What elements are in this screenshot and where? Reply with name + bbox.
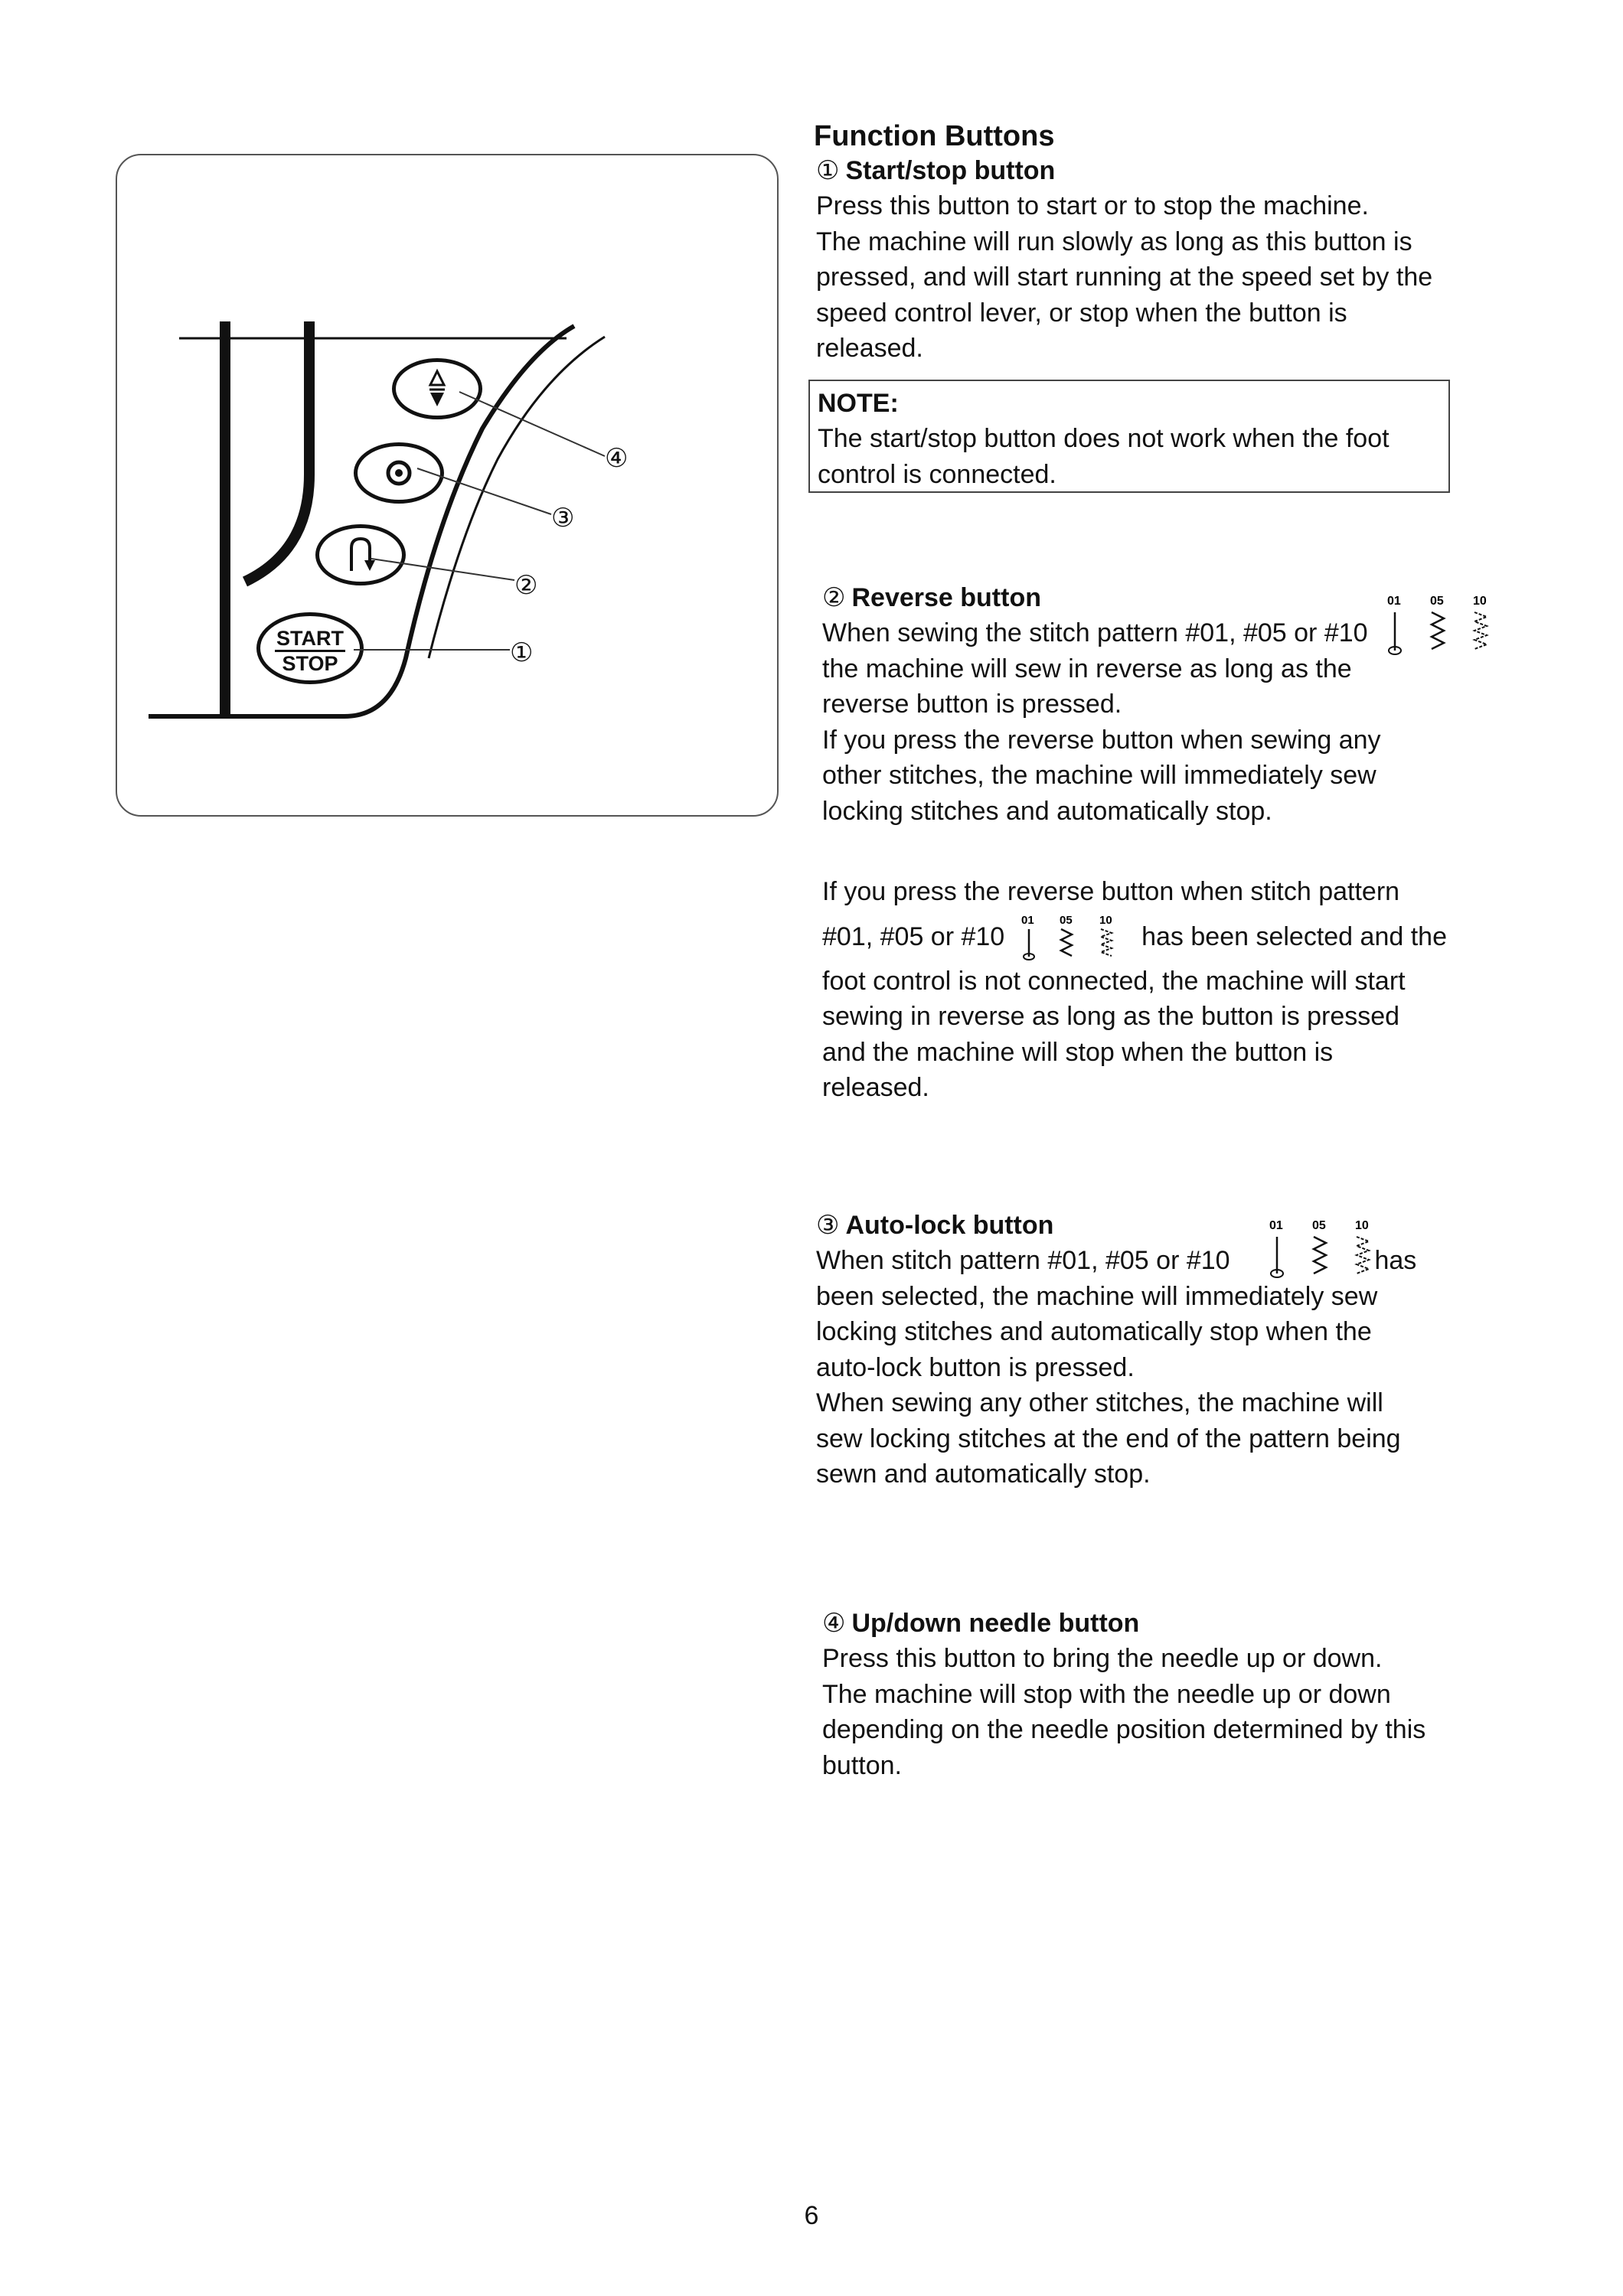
body-line: The machine will run slowly as long as this button is [816,227,1412,256]
autolock-label-10: 10 [1355,1219,1369,1232]
inline-text: #01, #05 or #10 [822,921,1005,951]
body-line: If you press the reverse button when stitch pattern [822,877,1400,906]
page-number: 6 [804,2201,819,2230]
zigzag-stitch-icon [1432,612,1444,649]
callout-2: ② [514,570,538,601]
straight-stitch-icon [1389,612,1401,654]
body-line-with-stitches [816,1243,1551,1279]
zigzag-stitch-icon [1314,1237,1326,1274]
pattern-label-01: 01 [1387,595,1401,608]
body-line: the machine will sew in reverse as long as the [822,654,1352,683]
note-line: control is connected. [818,459,1056,489]
note-box [808,380,1450,493]
section-marker: ② [822,582,846,613]
body-line: button. [822,1750,902,1780]
straight-stitch-icon [1271,1237,1283,1277]
section-start-stop [816,153,1505,367]
triple-zigzag-stitch-icon [1474,612,1487,649]
stitch-pattern-legend [1378,594,1501,663]
body-line: other stitches, the machine will immediately sew [822,761,1376,790]
body-line: sew locking stitches at the end of the pattern being [816,1424,1401,1453]
body-line: locking stitches and automatically stop. [822,796,1272,826]
body-line: The machine will stop with the needle up or down [822,1679,1391,1709]
callout-1: ① [510,638,534,668]
section-heading [822,1606,1557,1641]
callout-3: ③ [551,503,575,533]
body-line: released. [816,334,923,363]
section-marker: ④ [822,1608,846,1639]
autolock-stitch-legend [1263,1218,1393,1287]
section-up-down-needle [822,1606,1557,1783]
body-line: foot control is not connected, the machine will start [822,966,1406,996]
inline-text: has [1374,1246,1417,1275]
inline-text: has been selected and the [1141,921,1447,951]
section-heading [816,153,1505,188]
note-line: The start/stop button does not work when the foot [818,424,1390,453]
body-line: sewn and automatically stop. [816,1459,1151,1489]
section-heading [816,1208,1551,1243]
body-line: been selected, the machine will immediately sew [816,1281,1378,1311]
stop-label: STOP [282,652,338,675]
body-line: pressed, and will start running at the speed set by the [816,263,1433,292]
body-line: When sewing any other stitches, the machine will [816,1388,1383,1417]
inline-text: When stitch pattern #01, #05 or #10 [816,1246,1230,1275]
section-marker: ③ [816,1210,840,1241]
heading-text: Up/down needle button [851,1609,1140,1638]
body-line: Press this button to bring the needle up or down. [822,1644,1383,1673]
heading-text: Reverse button [851,583,1041,612]
triple-zigzag-stitch-icon [1357,1237,1369,1274]
pattern-label-05: 05 [1430,595,1444,608]
inline-label-01: 01 [1020,913,1034,927]
section-auto-lock [816,1208,1551,1492]
heading-text: Auto-lock button [845,1211,1054,1240]
inline-label-10: 10 [1099,913,1112,927]
body-line: speed control lever, or stop when the button is [816,298,1347,328]
inline-stitch-icons [1012,914,1135,963]
body-line: Press this button to start or to stop the machine. [816,191,1369,220]
body-line: depending on the needle position determined by this [822,1715,1426,1744]
note-heading: NOTE: [818,389,899,418]
autolock-label-05: 05 [1312,1219,1326,1232]
body-line: reverse button is pressed. [822,690,1122,719]
section-marker: ① [816,155,840,186]
inline-label-05: 05 [1059,913,1073,927]
body-line: sewing in reverse as long as the button is pressed [822,1002,1400,1031]
body-line: When sewing the stitch pattern #01, #05 or #10 [822,618,1368,647]
body-line: auto-lock button is pressed. [816,1352,1135,1382]
body-line: and the machine will stop when the button is [822,1037,1334,1067]
autolock-label-01: 01 [1269,1219,1283,1232]
pattern-label-10: 10 [1473,595,1487,608]
body-line: released. [822,1073,929,1102]
heading-text: Start/stop button [845,156,1056,185]
page-title: Function Buttons [814,120,1055,152]
callout-4: ④ [605,443,629,474]
section-reverse-para2 [822,874,1557,1106]
body-line-with-stitches [822,910,1557,964]
body-line: locking stitches and automatically stop when the [816,1317,1372,1346]
start-label: START [275,627,345,652]
body-line: If you press the reverse button when sewing any [822,725,1381,755]
